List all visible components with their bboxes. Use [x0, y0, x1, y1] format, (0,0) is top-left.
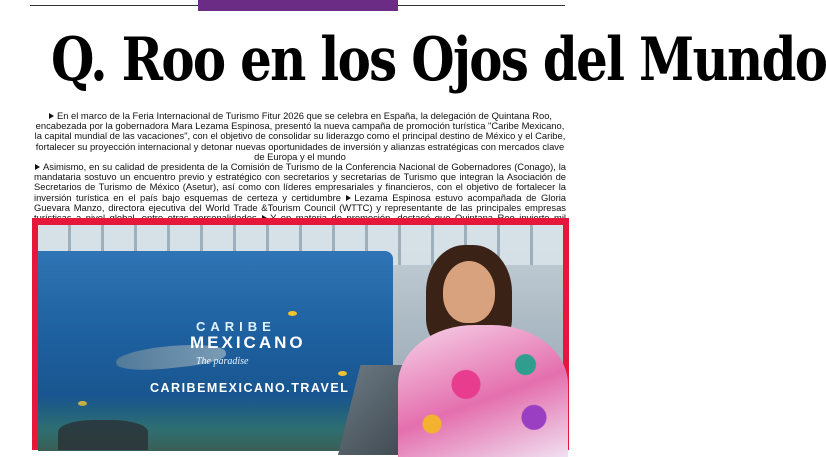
summary-intro-block: [34, 111, 566, 162]
fish-icon: [338, 371, 347, 376]
summary-intro: En el marco de la Feria Internacional de Turismo Fitur 2026 que se celebra en España, la delegación de Quintana Roo, encabezada por la gobernadora Mara Lezama Espinosa, presentó la nueva campaña de promoción turística "Caribe Mexicano, la capital mundial de las vacaciones", con el objetivo de consolidar su liderazgo como el principal destino de México y el Caribe, fortalecer su proyección internacional y detonar nuevas oportunidades de inversión y alianzas estratégicas con mercados clave de Europa y el mundo: [34, 110, 566, 162]
summary-paragraph-3: Lezama Espinosa estuvo acompañada de Gloria Guevara Manzo, directora ejecutiva del World Trade &Tourism Council (WTTC) y representante de las principales empresas: [34, 191, 566, 213]
banner-tagline: The paradise: [196, 356, 249, 367]
summary-paragraph-2: Asimismo, en su calidad de presidenta de la Comisión de Turismo de la Conferencia Nacional de Gobernadores (Conago), la mandataria sostuvo un encuentro previo y estratégico con secretarios y secretarias de Turismo que integran la Asociación de Secretarios de Turismo de México (Asetur), así como con líderes empresariales y financieros, con el objetivo de fortalecer la inversión turística en el país bajo esquemas de certeza y certidumbre: [34, 161, 566, 203]
banner-brand-line2: MEXICANO: [190, 333, 306, 352]
main-photo: [38, 225, 563, 450]
banner-brand-line1: CARIBE: [196, 319, 276, 334]
bullet-triangle-icon: [346, 195, 351, 201]
photo-frame: [32, 218, 569, 450]
governor-portrait: [398, 243, 568, 457]
banner-url: CARIBEMEXICANO.TRAVEL: [150, 381, 350, 395]
embroidered-blouse: [398, 325, 568, 457]
bullet-triangle-icon: [49, 113, 54, 119]
headline: Q. Roo en los Ojos del Mundo: [51, 25, 826, 95]
bullet-triangle-icon: [35, 164, 40, 170]
section-tab: [198, 0, 398, 11]
article-summary: [34, 111, 566, 214]
bystanders: [58, 420, 148, 450]
fish-icon: [288, 311, 297, 316]
fish-icon: [78, 401, 87, 406]
face: [443, 261, 495, 323]
